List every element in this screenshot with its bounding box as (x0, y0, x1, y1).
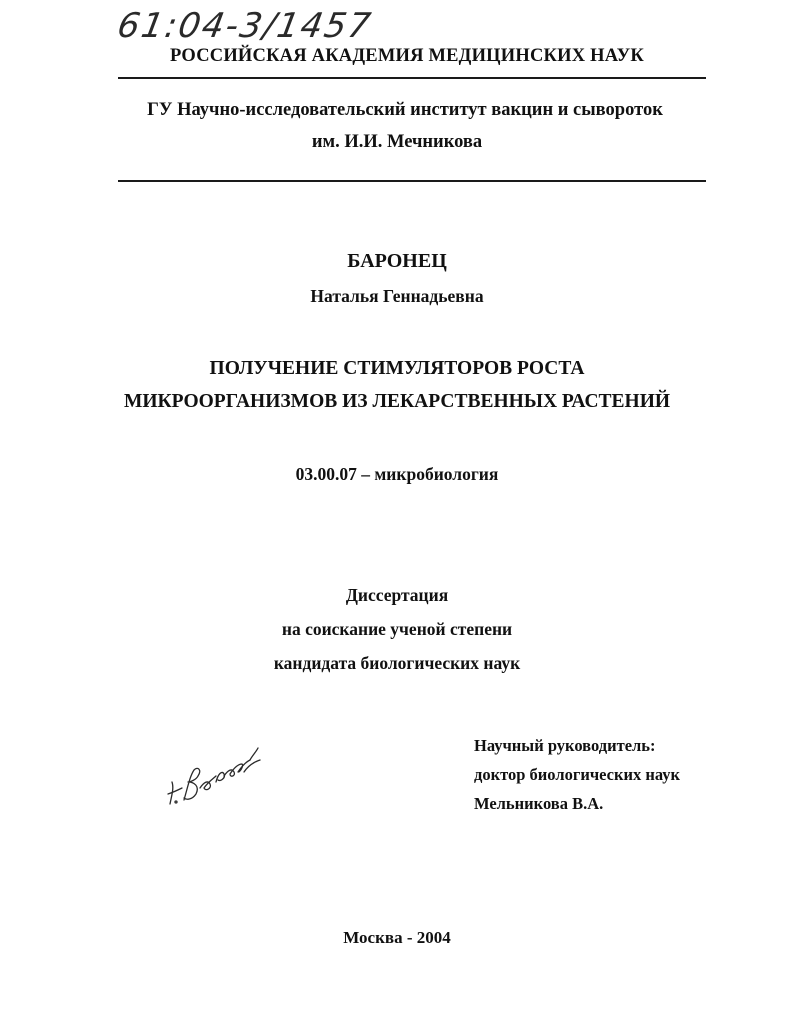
institute-rule (118, 180, 706, 182)
institute-name: ГУ Научно-исследовательский институт вакцин и сывороток (147, 100, 663, 120)
author-given-names: Наталья Геннадьевна (310, 286, 484, 306)
degree-purpose: на соискание ученой степени (281, 619, 513, 639)
archive-code: 61:04-3/1457 (114, 6, 376, 46)
dissertation-title-line-1: ПОЛУЧЕНИЕ СТИМУЛЯТОРОВ РОСТА (209, 358, 585, 379)
dissertation-title-line-2: МИКРООРГАНИЗМОВ ИЗ ЛЕКАРСТВЕННЫХ РАСТЕНИЙ (123, 391, 671, 412)
author-surname: БАРОНЕЦ (347, 250, 447, 272)
place-and-year: Москва - 2004 (343, 928, 451, 947)
top-rule (118, 77, 706, 79)
author-signature (160, 742, 270, 822)
supervisor-name: Мельникова В.А. (474, 794, 604, 813)
institute-honorific: им. И.И. Мечникова (311, 132, 483, 152)
degree-name: кандидата биологических наук (273, 653, 521, 673)
supervisor-degree: доктор биологических наук (474, 765, 681, 784)
academy-name: РОССИЙСКАЯ АКАДЕМИЯ МЕДИЦИНСКИХ НАУК (170, 46, 645, 66)
specialty-code: 03.00.07 – микробиология (295, 464, 499, 484)
dissertation-type: Диссертация (345, 585, 449, 605)
supervisor-label: Научный руководитель: (474, 736, 656, 755)
